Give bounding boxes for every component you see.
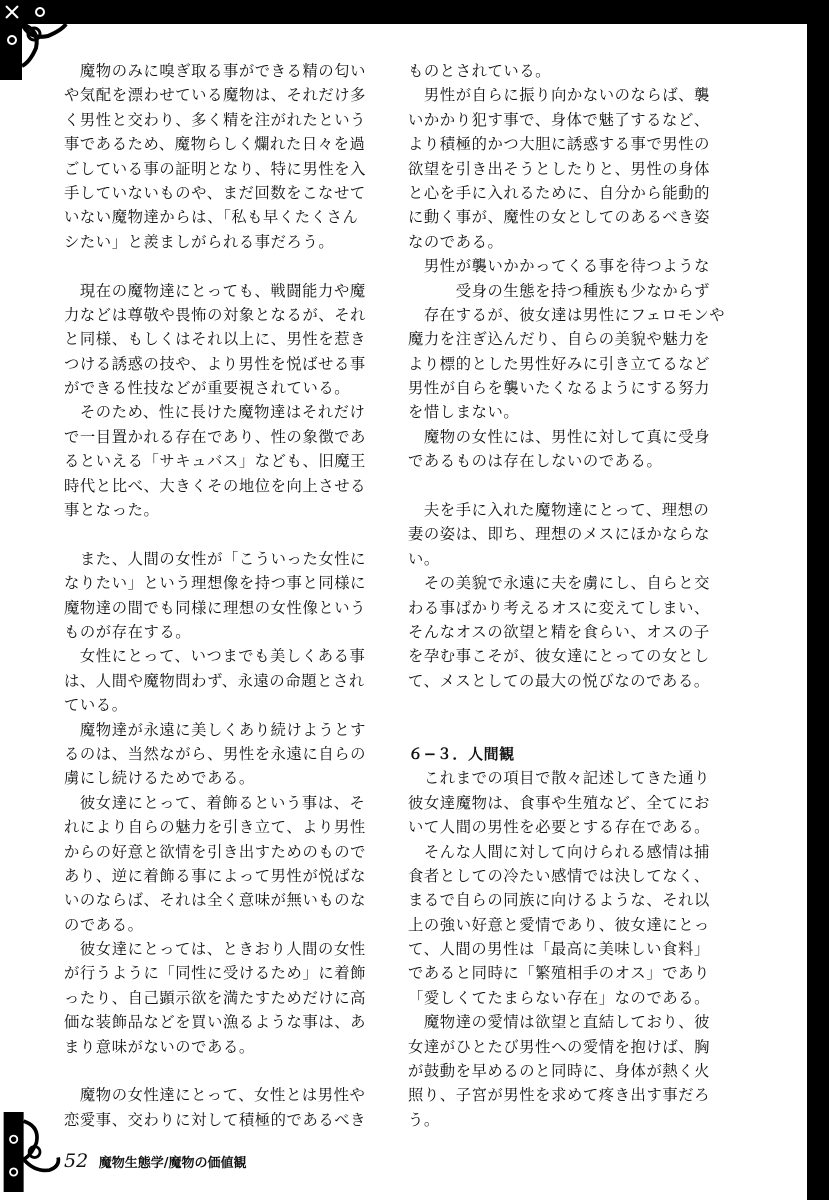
text-line: その美貌で永遠に夫を虜にし、自らと交 <box>408 574 711 593</box>
right-border <box>807 0 829 1200</box>
text-line: 男性が自らを襲いたくなるようにする努力 <box>408 379 711 398</box>
left-text-column <box>64 59 374 1132</box>
text-line: は、人間や魔物問わず、永遠の命題とされ <box>64 671 365 690</box>
text-line: に動く事が、魔性の女としてのあるべき姿 <box>408 208 711 227</box>
text-line: 食者としての冷たい感情では決してなく、 <box>408 866 710 885</box>
text-line: 手していないものや、まだ回数をこなせて <box>64 183 366 202</box>
text-line: ができる性技などが重要視されている。 <box>64 379 351 398</box>
text-line: て、メスとしての最大の悦びなのである。 <box>408 671 710 690</box>
text-line: あり、逆に着飾る事によって男性が悦ばな <box>64 866 367 885</box>
text-line: を孕む事こそが、彼女達にとっての女とし <box>408 647 710 666</box>
text-line: であるものは存在しないのである。 <box>408 452 663 471</box>
text-line: 価な装飾品などを買い漁るような事は、あ <box>64 1013 367 1032</box>
text-line: て、人間の男性は「最高に美味しい食料」 <box>408 940 710 959</box>
section-heading: ６−３．人間観 <box>408 744 515 763</box>
text-line: より標的とした男性好みに引き立てるなど <box>408 354 711 373</box>
text-line: つける誘惑の技や、より男性を悦ばせる事 <box>64 354 366 373</box>
text-line: 存在するが、彼女達は男性にフェロモンや <box>408 305 726 324</box>
page-number: 52 <box>64 1150 89 1172</box>
text-line: と心を手に入れるために、自分から能動的 <box>408 183 711 202</box>
text-line: シたい」と羨ましがられる事だろう。 <box>64 232 335 251</box>
text-line: 彼女達にとっては、ときおり人間の女性 <box>64 940 366 959</box>
text-line: 魔物の女性には、男性に対して真に受身 <box>408 427 711 446</box>
text-line: のである。 <box>64 915 144 934</box>
text-line: れにより自らの魅力を引き立て、より男性 <box>64 818 366 837</box>
paragraph-gap <box>408 474 718 498</box>
text-line: わる事ばかり考えるオスに変えてしまい、 <box>408 598 710 617</box>
text-line: いて人間の男性を必要とする存在である。 <box>408 818 711 837</box>
text-line: 魔物達が永遠に美しくあり続けようとす <box>64 720 367 739</box>
footer-title: 魔物生態学/魔物の価値観 <box>98 1156 247 1171</box>
text-line: なりたい」という理想像を持つ事と同様に <box>64 574 367 593</box>
paragraph-gap <box>64 1059 374 1083</box>
text-line: であると同時に「繁殖相手のオス」であり <box>408 964 710 983</box>
text-line: く男性と交わり、多く精を注がれたという <box>64 110 367 129</box>
text-line: なのである。 <box>408 232 504 251</box>
top-border <box>0 0 829 24</box>
text-line: まり意味がないのである。 <box>64 1037 255 1056</box>
text-line: 魔物の女性達にとって、女性とは男性や <box>64 1086 366 1105</box>
text-line: が鼓動を早めるのと同時に、身体が熱く火 <box>408 1062 711 1081</box>
page-footer <box>64 1150 246 1172</box>
text-line: そのため、性に長けた魔物達はそれだけ <box>64 403 366 422</box>
text-line: 女性にとって、いつまでも美しくある事 <box>64 647 366 666</box>
text-line: が行うように「同性に受けるため」に着飾 <box>64 964 367 983</box>
text-line: 彼女達魔物は、食事や生殖など、全てにお <box>408 793 711 812</box>
text-line: そんな人間に対して向けられる感情は捕 <box>408 842 711 861</box>
paragraph-gap <box>408 718 718 742</box>
text-line: ものが存在する。 <box>64 622 192 641</box>
text-line: これまでの項目で散々記述してきた通り <box>408 769 711 788</box>
text-line: 事であるため、魔物らしく爛れた日々を過 <box>64 135 366 154</box>
text-line: 妻の姿は、即ち、理想のメスにほかならな <box>408 525 711 544</box>
text-line: るといえる「サキュバス」なども、旧魔王 <box>64 452 367 471</box>
text-line: 夫を手に入れた魔物達にとって、理想の <box>408 501 710 520</box>
text-line: ている。 <box>64 696 128 715</box>
paragraph-gap <box>64 254 374 278</box>
text-line: 女達がひとたび男性への愛情を抱けば、胸 <box>408 1037 711 1056</box>
text-line: い。 <box>408 549 440 568</box>
paragraph-gap <box>408 693 718 717</box>
text-line: 男性が自らに振り向かないのならば、襲 <box>408 86 711 105</box>
text-line: 現在の魔物達にとっても、戦闘能力や魔 <box>64 281 366 300</box>
text-line: う。 <box>408 1110 440 1129</box>
text-line: より積極的かつ大胆に誘惑する事で男性の <box>408 135 711 154</box>
text-line: ったり、自己顕示欲を満たすためだけに高 <box>64 988 367 1007</box>
text-line: 受身の生態を持つ種族も少なからず <box>408 281 711 300</box>
text-line: を惜しまない。 <box>408 403 520 422</box>
text-line: 恋愛事、交わりに対して積極的であるべき <box>64 1110 367 1129</box>
text-line: で一目置かれる存在であり、性の象徴であ <box>64 427 367 446</box>
text-line: ごしている事の証明となり、特に男性を入 <box>64 159 367 178</box>
text-line: 男性が襲いかかってくる事を待つような <box>408 257 711 276</box>
text-line: と同様、もしくはそれ以上に、男性を惹き <box>64 330 367 349</box>
text-line: 虜にし続けるためである。 <box>64 769 255 788</box>
text-line: ものとされている。 <box>408 62 552 80</box>
text-line: いない魔物達からは、「私も早くたくさん <box>64 208 359 227</box>
text-line: また、人間の女性が「こういった女性に <box>64 549 367 568</box>
text-line: まるで自らの同族に向けるような、それ以 <box>408 891 710 910</box>
text-line: 照り、子宮が男性を求めて疼き出す事だろ <box>408 1086 711 1105</box>
text-line: からの好意と欲情を引き出すためのもので <box>64 842 367 861</box>
text-line: そんなオスの欲望と精を食らい、オスの子 <box>408 622 710 641</box>
text-line: いかかり犯す事で、身体で魅了するなど、 <box>408 110 710 129</box>
text-line: 魔物達の愛情は欲望と直結しており、彼 <box>408 1013 711 1032</box>
text-line: 上の強い好意と愛情であり、彼女達にとっ <box>408 915 710 934</box>
text-line: 彼女達にとって、着飾るという事は、そ <box>64 793 366 812</box>
text-line: 時代と比べ、大きくその地位を向上させる <box>64 476 367 495</box>
text-line: いのならば、それは全く意味が無いものな <box>64 891 367 910</box>
text-line: るのは、当然ながら、男性を永遠に自らの <box>64 744 367 763</box>
text-line: や気配を漂わせている魔物は、それだけ多 <box>64 86 367 105</box>
text-line: 魔物のみに嗅ぎ取る事ができる精の匂い <box>64 62 367 80</box>
text-line: 魔物達の間でも同様に理想の女性像という <box>64 598 367 617</box>
text-line: 「愛しくてたまらない存在」なのである。 <box>408 988 711 1007</box>
text-line: 欲望を引き出そうとしたりと、男性の身体 <box>408 159 711 178</box>
text-line: 事となった。 <box>64 501 160 520</box>
text-line: 力などは尊敬や畏怖の対象となるが、それ <box>64 305 367 324</box>
text-line: 魔力を注ぎ込んだり、自らの美貌や魅力を <box>408 330 711 349</box>
right-text-column <box>408 59 726 1132</box>
paragraph-gap <box>64 522 374 546</box>
